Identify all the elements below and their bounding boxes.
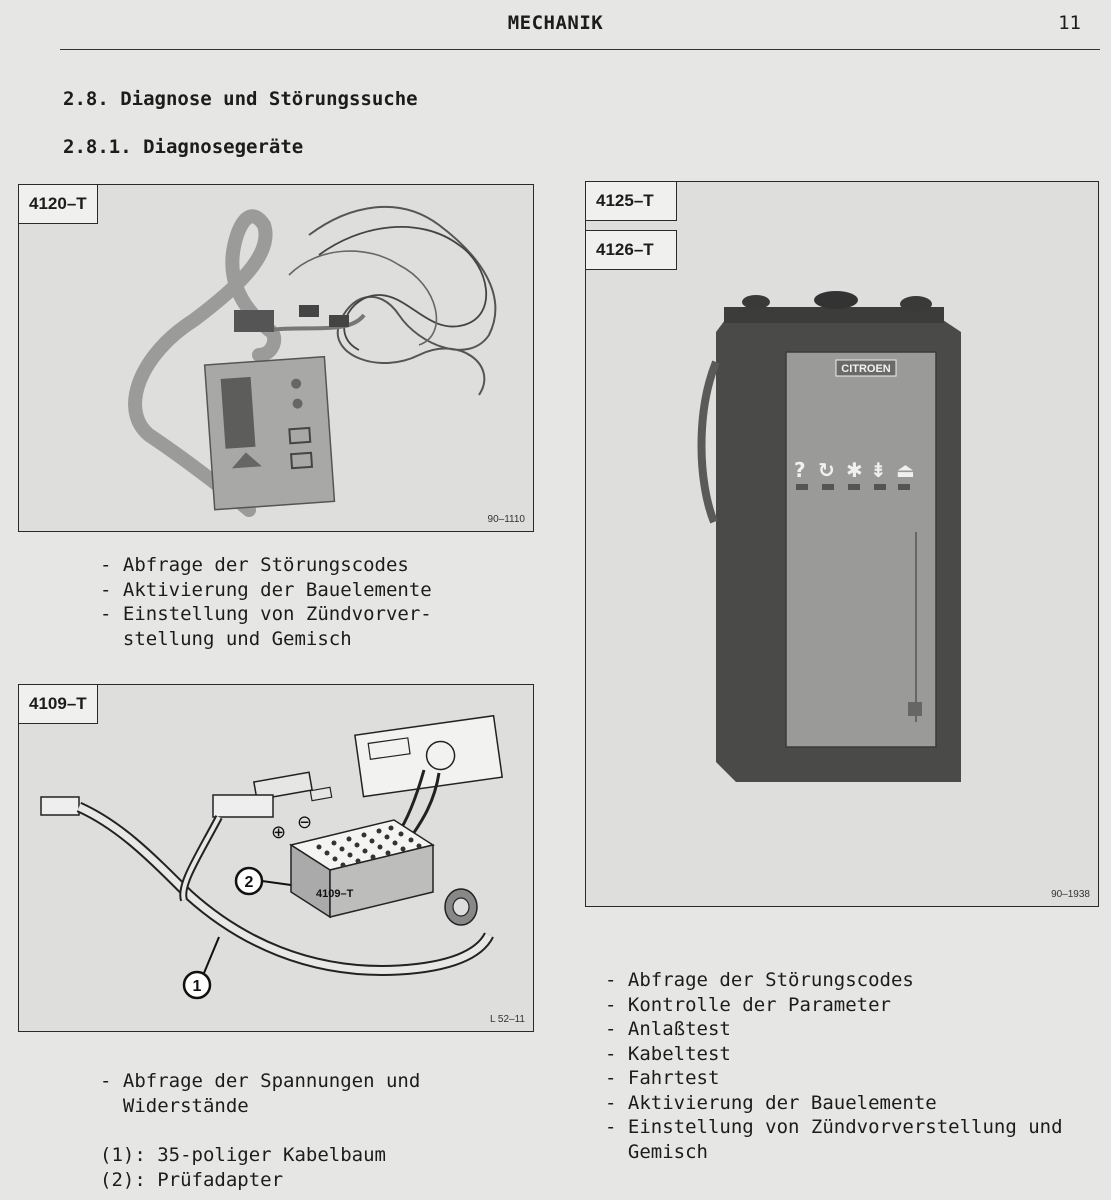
list-item: - Anlaßtest <box>605 1018 731 1040</box>
list-item: - Einstellung von Zündvorver- <box>100 603 432 625</box>
legend-4109-t <box>100 1143 386 1192</box>
callout-2: 2 <box>244 874 254 891</box>
figure-ref-4125-t: 90–1938 <box>1051 889 1090 900</box>
figure-label-4125-t: 4125–T <box>585 181 677 221</box>
list-item: - Aktivierung der Bauelemente <box>605 1091 937 1114</box>
diagnostic-box-cable-photo <box>19 185 533 531</box>
function-list-4109-t <box>100 1069 420 1118</box>
list-item: - Einstellung von Zündvorverstellung und <box>605 1116 1063 1138</box>
svg-text:?: ? <box>794 458 806 482</box>
list-item: stellung und Gemisch <box>100 627 352 650</box>
header-rule <box>60 49 1100 50</box>
figure-ref-4120-t: 90–1110 <box>487 514 525 525</box>
section-title: 2.8. Diagnose und Störungssuche <box>63 88 418 110</box>
figure-4109-t <box>18 684 534 1032</box>
svg-text:⏏: ⏏ <box>896 458 915 482</box>
svg-text:⊕: ⊕ <box>271 822 287 843</box>
figure-label-4126-t: 4126–T <box>585 230 677 270</box>
list-item: Widerstände <box>100 1094 249 1117</box>
list-item: - Aktivierung der Bauelemente <box>100 578 432 601</box>
list-item: - Abfrage der Störungscodes <box>605 969 914 991</box>
figure-4120-t <box>18 184 534 532</box>
page-header-title: MECHANIK <box>507 12 604 34</box>
adapter-marking: 4109–T <box>316 888 354 900</box>
callout-1: 1 <box>192 978 202 995</box>
page-number: 11 <box>1058 12 1081 34</box>
list-item: Gemisch <box>605 1140 708 1163</box>
subsection-title: 2.8.1. Diagnosegeräte <box>63 136 304 158</box>
legend-item: (2): Prüfadapter <box>100 1168 284 1191</box>
function-list-4120-t <box>100 553 432 651</box>
diagnostic-unit-photo <box>586 182 1098 906</box>
function-list-4125-t <box>605 968 1063 1164</box>
list-item: - Abfrage der Störungscodes <box>100 554 409 576</box>
figure-4125-4126-t <box>585 181 1099 907</box>
list-item: - Kabeltest <box>605 1042 731 1065</box>
svg-text:⇟: ⇟ <box>870 458 887 482</box>
svg-text:↻: ↻ <box>818 458 835 482</box>
list-item: - Kontrolle der Parameter <box>605 993 891 1016</box>
figure-label-4109-t: 4109–T <box>18 684 98 724</box>
legend-item: (1): 35-poliger Kabelbaum <box>100 1144 386 1166</box>
figure-ref-4109-t: L 52–11 <box>489 1014 525 1025</box>
svg-text:✱: ✱ <box>846 458 863 482</box>
device-brand: CITROEN <box>841 363 891 375</box>
list-item: - Fahrtest <box>605 1067 720 1089</box>
figure-label-4120-t: 4120–T <box>18 184 98 224</box>
svg-text:⊖: ⊖ <box>297 812 313 833</box>
test-adapter-drawing <box>19 685 533 1031</box>
list-item: - Abfrage der Spannungen und <box>100 1070 421 1092</box>
